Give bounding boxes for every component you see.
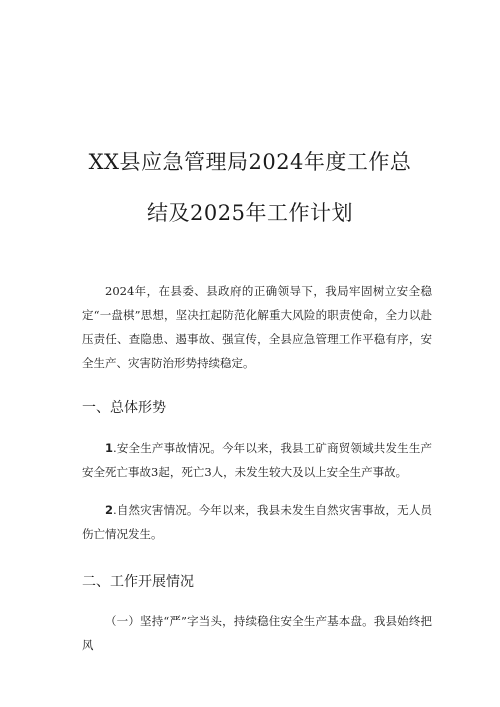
section-heading-work-progress: 二、工作开展情况 (82, 574, 194, 590)
item-text: .自然灾害情况。今年以来，我县未发生自然灾害事故，无人员伤亡情况发生。 (82, 503, 432, 541)
paragraph-natural-disasters (82, 498, 432, 546)
paragraph-work-item-1: （一）坚持“严”字当头，持续稳住安全生产基本盘。我县始终把风 (82, 614, 432, 652)
item-number: 1 (105, 441, 114, 455)
intro-paragraph: 2024年，在县委、县政府的正确领导下，我局牢固树立安全稳定“一盘棋”思想，坚决扛起防范化解重大风险的职责使命，全力以赴压责任、查隐患、遏事故、强宣传，全县应急管理工作平稳有序，安全生产、灾害防治形势持续稳定。 (82, 284, 432, 370)
item-text: .安全生产事故情况。今年以来，我县工矿商贸领域共发生生产安全死亡事故3起，死亡3人，未发生较大及以上安全生产事故。 (82, 441, 432, 479)
document-title-line-2: 结及2025年工作计划 (147, 201, 353, 225)
item-number: 2 (105, 503, 114, 517)
section-heading-overall-situation: 一、总体形势 (82, 400, 166, 416)
paragraph-safety-accidents (82, 436, 432, 484)
document-title-line-1: XX县应急管理局2024年度工作总 (88, 150, 412, 174)
